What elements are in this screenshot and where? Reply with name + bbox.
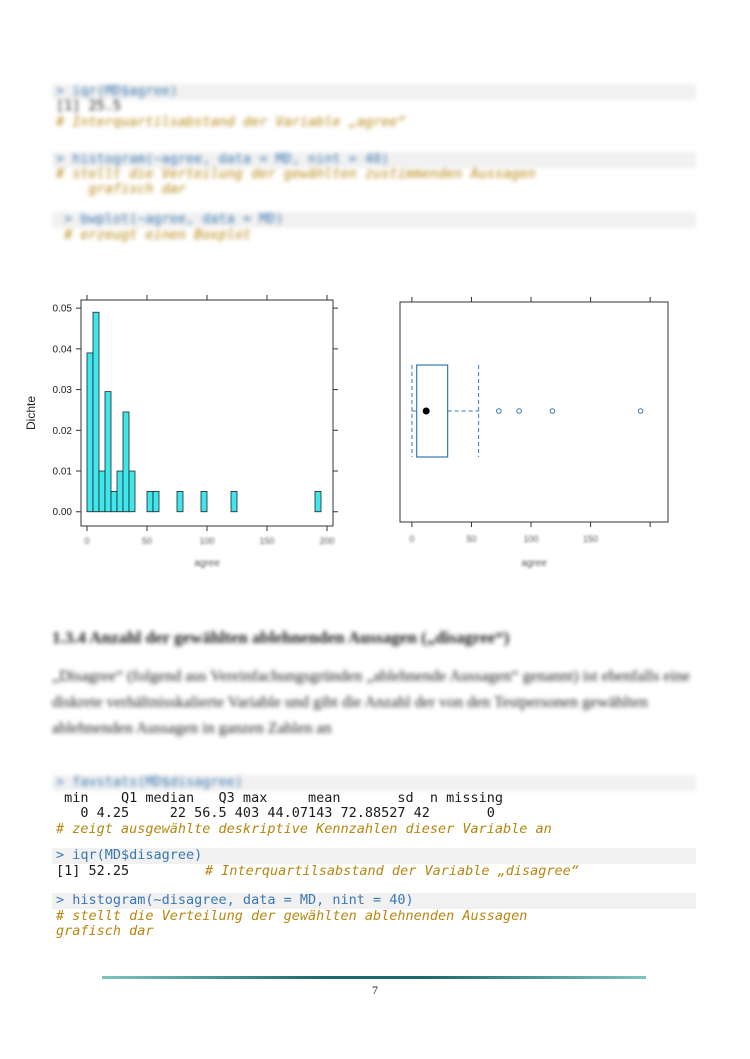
histogram-bar xyxy=(153,491,159,511)
x-axis-label: agree xyxy=(521,558,547,569)
code-command: > histogram(~disagree, data = MD, nint = 40) xyxy=(56,892,414,908)
y-tick-label: 0.00 xyxy=(52,507,72,519)
outlier-point xyxy=(517,409,522,414)
footer-rule xyxy=(102,976,646,979)
histogram-bar xyxy=(315,491,321,511)
x-tick-label: 0 xyxy=(84,536,90,546)
code-output: [1] 52.25 xyxy=(56,863,130,879)
histogram-bar xyxy=(117,471,123,512)
x-tick-label: 50 xyxy=(141,536,153,546)
favstats-values: 0 4.25 22 56.5 403 44.07143 72.88527 42 0 xyxy=(56,805,495,821)
histogram-bar xyxy=(105,392,111,512)
histogram-bar xyxy=(231,491,237,511)
histogram-bar xyxy=(111,491,117,511)
section-heading: 1.3.4 Anzahl der gewählten ablehnenden Aussagen („disagree“) xyxy=(52,628,510,647)
section-paragraph: „Disagree“ (folgend aus Vereinfachungsgründen „ablehnende Aussagen“ genannt) ist ebenfalls eine diskrete verhältnisskalierte Variable und gibt die Anzahl der von den Testpersonen gewählten ablehnenden Aussagen in ganzen Zahlen an xyxy=(52,668,691,737)
code-command: > iqr(MD$disagree) xyxy=(56,847,203,863)
y-tick-label: 0.05 xyxy=(52,303,72,315)
x-tick-label: 150 xyxy=(259,536,275,546)
favstats-header: min Q1 median Q3 max mean sd n missing xyxy=(56,790,504,806)
code-comment: # stellt die Verteilung der gewählten ablehnenden Aussagen grafisch dar xyxy=(56,908,528,939)
code-comment: # zeigt ausgewählte deskriptive Kennzahlen dieser Variable an xyxy=(56,821,552,837)
x-tick-label: 50 xyxy=(466,534,477,544)
histogram-bar xyxy=(147,491,153,511)
code-comment: # Interquartilsabstand der Variable „agree“ xyxy=(56,114,406,130)
x-tick-label: 200 xyxy=(319,536,335,546)
histogram-bar xyxy=(129,471,135,512)
code-comment: # erzeugt einen Boxplot xyxy=(56,227,252,243)
histogram-bar xyxy=(93,312,99,512)
code-command: > favstats(MD$disagree) xyxy=(56,774,243,790)
code-output: [1] 25.5 xyxy=(56,98,122,114)
y-axis-label: Dichte xyxy=(24,395,38,431)
histogram-bar xyxy=(123,412,129,512)
code-comment: # Interquartilsabstand der Variable „disagree“ xyxy=(205,863,579,879)
y-tick-label: 0.03 xyxy=(52,385,72,397)
histogram-bar xyxy=(87,353,93,512)
box xyxy=(417,365,448,457)
histogram-bar xyxy=(177,491,183,511)
histogram-bar xyxy=(99,471,105,512)
histogram-chart xyxy=(15,290,345,580)
outlier-point xyxy=(638,409,643,414)
x-tick-label: 100 xyxy=(523,534,539,544)
x-axis-label: agree xyxy=(194,558,220,569)
histogram-bar xyxy=(201,491,207,511)
median-dot xyxy=(423,408,430,415)
x-tick-label: 150 xyxy=(583,534,599,544)
code-command: > iqr(MD$agree) xyxy=(56,83,178,99)
y-tick-label: 0.04 xyxy=(52,344,72,356)
page-number: 7 xyxy=(372,983,378,997)
boxplot-chart xyxy=(390,290,680,580)
y-tick-label: 0.02 xyxy=(52,425,72,437)
code-command: > bwplot(~agree, data = MD) xyxy=(56,211,284,227)
outlier-point xyxy=(497,409,502,414)
x-tick-label: 100 xyxy=(199,536,215,546)
y-tick-label: 0.01 xyxy=(52,466,72,478)
code-comment: # stellt die Verteilung der gewählten zustimmenden Aussagen grafisch dar xyxy=(56,166,536,197)
outlier-point xyxy=(550,409,555,414)
code-command: > histogram(~agree, data = MD, nint = 40) xyxy=(56,151,390,167)
x-tick-label: 0 xyxy=(409,534,415,544)
